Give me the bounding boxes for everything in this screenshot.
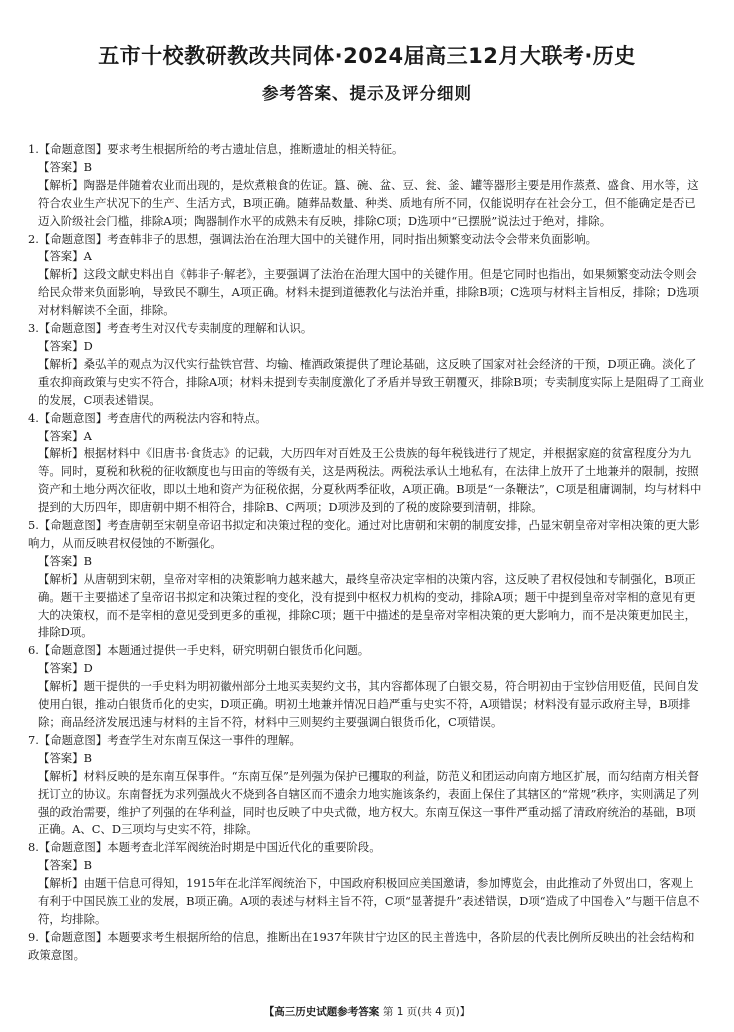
footer-label: 【高三历史试题参考答案 (263, 1006, 380, 1018)
question-intent: 2.【命题意图】考查韩非子的思想，强调法治在治理大国中的关键作用，同时指出频繁变动法令会带来负面影响。 (28, 231, 598, 246)
question-intent: 7.【命题意图】考查学生对东南互保这一事件的理解。 (28, 732, 301, 747)
footer-page-number: 第 1 页(共 4 页)】 (382, 1006, 471, 1018)
question-9 (28, 929, 704, 965)
question-analysis: 【解析】从唐朝到宋朝，皇帝对宰相的决策影响力越来越大，最终皇帝决定宰相的决策内容，这反映了君权侵蚀和专制强化，B项正确。题干主要描述了皇帝诏书拟定和决策过程的变化，没有提到中枢权力机构的变动，排除A项；题干中提到皇帝对宰相的意见有更大的决策权，而不是宰相的意见受到更多的重视，排除C项；题干中描述的是皇帝对宰相决策的更大影响力，而不是决策更加民主，排除D项。 (38, 571, 696, 640)
page-footer (0, 1004, 734, 1019)
question-answer: 【答案】B (38, 159, 92, 174)
question-6 (28, 642, 704, 732)
answer-body (28, 141, 704, 965)
question-2 (28, 231, 704, 321)
document-subtitle: 参考答案、提示及评分细则 (262, 84, 472, 103)
question-intent: 6.【命题意图】本题通过提供一手史料，研究明朝白银货币化问题。 (28, 643, 370, 658)
question-4 (28, 410, 704, 517)
question-analysis: 【解析】题干提供的一手史料为明初徽州部分土地买卖契约文书，其内容都体现了白银交易，符合明初由于宝钞信用贬值，民间自发使用白银，推动白银货币化的史实，D项正确。明初土地兼并情况日趋严重与史实不符，A项错误；材料没有显示政府主导，B项排除；商品经济发展迅速与材料的主旨不符，材料中三则契约主要强调白银货币化，C项错误。 (38, 679, 699, 729)
question-intent: 4.【命题意图】考查唐代的两税法内容和特点。 (28, 410, 267, 425)
question-answer: 【答案】A (38, 428, 92, 443)
question-intent: 9.【命题意图】本题要求考生根据所给的信息，推断出在1937年陕甘宁边区的民主普选中，各阶层的代表比例所反映出的社会结构和政策意图。 (28, 929, 695, 962)
question-analysis: 【解析】这段文献史料出自《韩非子·解老》，主要强调了法治在治理大国中的关键作用。但是它同时也指出，如果频繁变动法令则会给民众带来负面影响，导致民不聊生，A项正确。材料未提到道德教化与法治并重，排除B项；C选项与材料主旨相反，排除；D选项对材料解读不全面，排除。 (38, 267, 699, 318)
document-title: 五市十校教研教改共同体·2024届高三12月大联考·历史 (98, 44, 636, 68)
question-answer: 【答案】B (38, 750, 92, 765)
question-analysis: 【解析】陶器是伴随着农业而出现的，是炊煮粮食的佐证。簋、碗、盆、豆、瓮、釜、罐等器形主要是用作蒸煮、盛食、用水等，这符合农业生产状况下的生产、生活方式，B项正确。随葬品数量、种类、质地有所不同，仅能说明存在社会分工，但不能确定是否已迈入阶级社会门槛，排除A项；陶器制作水平的成熟未有反映，排除C项；D选项中“已摆脱”说法过于绝对，排除。 (38, 177, 699, 228)
question-analysis: 【解析】由题干信息可得知，1915年在北洋军阀统治下，中国政府积极回应美国邀请，参加博览会，由此推动了外贸出口，客观上有利于中国民族工业的发展，B项正确。A项的表述与材料主旨不符，C项“显著提升”表述错误，D项“造成了中国卷入”与题干信息不符，均排除。 (38, 876, 700, 926)
question-answer: 【答案】D (38, 338, 93, 353)
question-answer: 【答案】D (38, 661, 93, 676)
question-8 (28, 839, 704, 929)
question-analysis: 【解析】材料反映的是东南互保事件。“东南互保”是列强为保护已攫取的利益，防范义和团运动向南方地区扩展，而勾结南方相关督抚订立的协议。东南督抚为求列强战火不烧到各自辖区而不遗余力地实施该条约，表面上保住了其辖区的“常规”秩序，实则满足了列强的政治需要，维护了列强的在华利益，同时也反映了中央式微，地方权大。东南互保这一事件严重动摇了清政府统治的基础，B项正确。A、C、D三项均与史实不符，排除。 (38, 768, 699, 837)
question-1 (28, 141, 704, 231)
question-analysis: 【解析】根据材料中《旧唐书·食货志》的记载，大历四年对百姓及王公贵族的每年税钱进行了规定，并根据家庭的贫富程度分为九等。同时，夏税和秋税的征收额度也与田亩的等级有关，这是两税法。两税法承认土地私有，在法律上放开了土地兼并的限制，按照资产和土地分两次征收，即以土地和资产为征税依据，分夏秋两季征收，A项正确。B项是“一条鞭法”，C项是租庸调制，均与材料中提到的大历四年，即唐朝中期不相符合，排除B、C两项；D项涉及到的了税的废除要到清朝，排除。 (38, 446, 702, 515)
question-answer: 【答案】B (38, 553, 92, 568)
question-7 (28, 732, 704, 839)
question-intent: 1.【命题意图】要求考生根据所给的考古遗址信息，推断遗址的相关特征。 (28, 142, 404, 156)
question-answer: 【答案】A (38, 249, 92, 264)
question-answer: 【答案】B (38, 858, 92, 873)
question-analysis: 【解析】桑弘羊的观点为汉代实行盐铁官营、均输、榷酒政策提供了理论基础，这反映了国家对社会经济的干预，D项正确。淡化了重农抑商政策与史实不符合，排除A项；材料未提到专卖制度激化了矛盾并导致王朝覆灭，排除B项；专卖制度实际上是阻碍了工商业的发展，C项表述错误。 (38, 356, 704, 407)
question-intent: 8.【命题意图】本题考查北洋军阀统治时期是中国近代化的重要阶段。 (28, 840, 381, 855)
question-intent: 3.【命题意图】考查考生对汉代专卖制度的理解和认识。 (28, 321, 313, 336)
question-intent: 5.【命题意图】考查唐朝至宋朝皇帝诏书拟定和决策过程的变化。通过对比唐朝和宋朝的制度安排，凸显宋朝皇帝对宰相决策的更大影响力，从而反映君权侵蚀的不断强化。 (28, 518, 700, 550)
question-5 (28, 517, 704, 642)
question-3 (28, 320, 704, 410)
